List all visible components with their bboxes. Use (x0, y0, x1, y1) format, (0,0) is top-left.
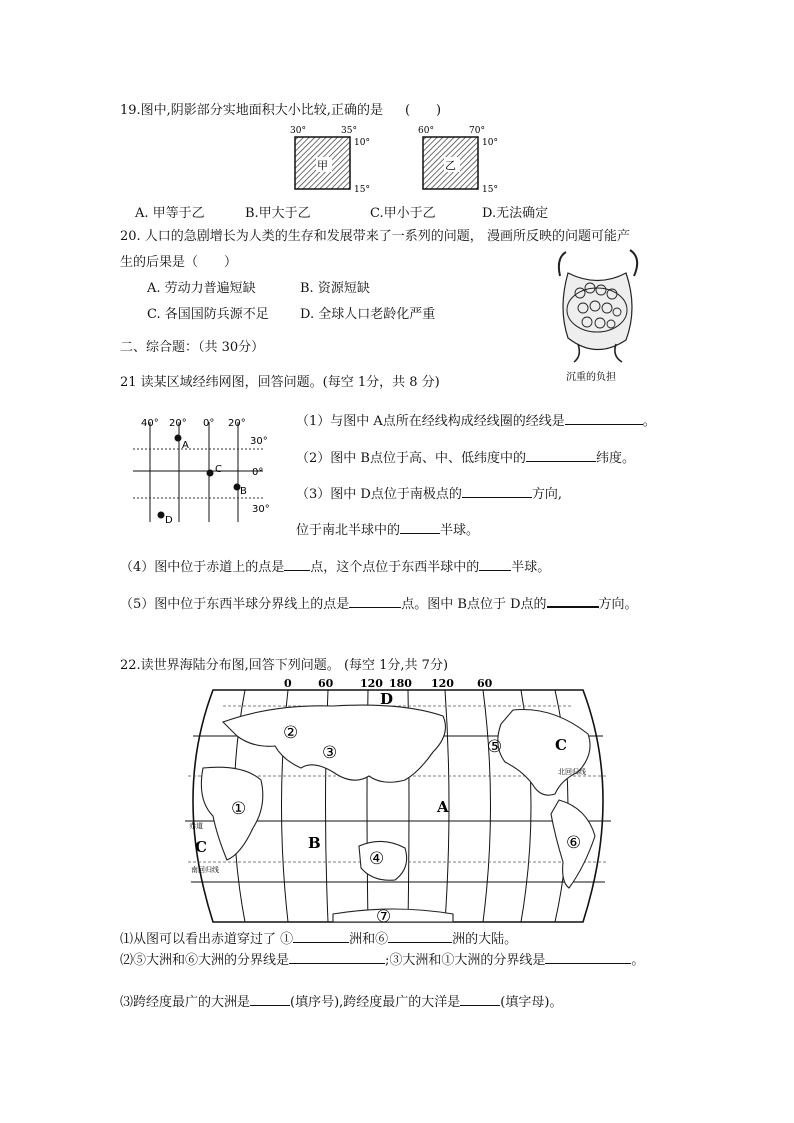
grid-point-a-label: A (182, 440, 189, 451)
grid-lon-label-0: 0° (203, 418, 215, 429)
q19-stem: 19.图中,阴影部分实地面积大小比较,正确的是 ( ) (120, 103, 442, 118)
grid-lon-label-20w: 20° (169, 418, 187, 429)
q22-sub2: ⑵⑤大洲和⑥大洲的分界线是 ;③大洲和①大洲的分界线是 。 (120, 953, 645, 968)
map-lon-120e: 120 (360, 677, 383, 690)
q21-sub2: （2）图中 B点位于高、中、低纬度中的 纬度。 (296, 451, 635, 466)
q20-line2: 生的后果是（ ） (120, 255, 238, 270)
grid-point-b-label: B (240, 486, 247, 497)
q20-cartoon-caption: 沉重的负担 (566, 372, 616, 383)
q20-option-a: A. 劳动力普遍短缺 (147, 281, 256, 296)
q19-yi-lon-left: 60° (418, 126, 434, 136)
grid-lat-label-0: 0° (252, 467, 264, 478)
map-num-1: ① (231, 799, 247, 819)
grid-point-a (175, 435, 182, 442)
q22-sub1: ⑴从图可以看出赤道穿过了 ① 洲和⑥ 洲的大陆。 (120, 932, 518, 947)
map-equator-label: 赤道 (189, 822, 203, 830)
grid-point-c (207, 470, 214, 477)
map-num-6: ⑥ (566, 833, 582, 853)
q21-stem: 21 读某区域经纬网图，回答问题。(每空 1分，共 8 分) (120, 375, 440, 390)
section2-heading: 二、综合题：（共 30分） (120, 340, 265, 355)
q20-option-d: D. 全球人口老龄化严重 (300, 307, 436, 322)
map-lon-60w: 60 (477, 677, 493, 690)
map-lon-120w: 120 (431, 677, 454, 690)
map-letter-c-east: C (555, 736, 567, 754)
q21-sub4: （4）图中位于赤道上的点是 点，这个点位于东西半球中的 半球。 (120, 560, 551, 575)
q19-jia-lon-left: 30° (290, 126, 306, 136)
map-num-2: ② (283, 723, 299, 743)
map-tropic-s-label: 南回归线 (191, 866, 219, 874)
q19-yi-label: 乙 (445, 159, 456, 172)
grid-lon-label-20e: 20° (228, 418, 246, 429)
q20-cartoon-image (538, 248, 656, 383)
q20-option-b: B. 资源短缺 (300, 281, 370, 296)
q19-yi-lat-bottom: 15° (482, 185, 498, 195)
q20-option-c: C. 各国国防兵源不足 (147, 307, 269, 322)
q22-sub3: ⑶跨经度最广的大洲是 (填序号),跨经度最广的大洋是 (填字母)。 (120, 995, 563, 1010)
map-lon-0: 0 (284, 677, 292, 690)
q19-yi-lon-right: 70° (469, 126, 485, 136)
q19-box-jia-figure (288, 124, 378, 196)
q19-option-a: A. 甲等于乙 (135, 206, 205, 221)
map-tropic-n-label: 北回归线 (558, 768, 586, 776)
map-num-3: ③ (322, 743, 338, 763)
map-letter-a: A (437, 798, 449, 816)
map-lon-60e: 60 (318, 677, 334, 690)
q19-box-yi-figure (416, 124, 506, 196)
grid-lon-label-40: 40° (141, 418, 159, 429)
map-letter-c-west: C (195, 838, 207, 856)
q22-stem: 22.读世界海陆分布图,回答下列问题。 (每空 1分,共 7分) (120, 658, 449, 673)
grid-point-d (158, 512, 165, 519)
grid-point-c-label: C (215, 464, 222, 475)
grid-lat-label-30s: 30° (252, 504, 270, 515)
q21-sub5: （5）图中位于东西半球分界线上的点是 点。图中 B点位于 D点的 方向。 (120, 594, 638, 613)
q20-line1: 20. 人口的急剧增长为人类的生存和发展带来了一系列的问题， 漫画所反映的问题可能产 (120, 229, 630, 244)
q19-yi-lat-top: 10° (482, 138, 498, 148)
q19-jia-lat-top: 10° (354, 138, 370, 148)
q21-sub3b: 位于南北半球中的 半球。 (296, 523, 480, 538)
q19-option-c: C.甲小于乙 (370, 206, 436, 221)
q19-jia-lon-right: 35° (341, 126, 357, 136)
q21-grid-figure (128, 412, 278, 527)
q19-jia-lat-bottom: 15° (354, 185, 370, 195)
map-num-7: ⑦ (376, 907, 392, 927)
map-num-5: ⑤ (487, 737, 503, 757)
map-lon-180: 180 (389, 677, 412, 690)
map-letter-b: B (308, 834, 321, 852)
map-num-4: ④ (369, 849, 385, 869)
map-letter-d: D (380, 690, 394, 708)
q22-world-map (183, 676, 613, 926)
grid-point-d-label: D (165, 515, 173, 526)
q19-option-b: B.甲大于乙 (245, 206, 311, 221)
q21-sub3: （3）图中 D点位于南极点的 方向, (296, 487, 562, 502)
q19-jia-label: 甲 (317, 159, 328, 172)
q19-option-d: D.无法确定 (482, 206, 549, 221)
q21-sub1: （1）与图中 A点所在经线构成经线圈的经线是 。 (296, 414, 656, 429)
grid-lat-label-30n: 30° (250, 436, 268, 447)
